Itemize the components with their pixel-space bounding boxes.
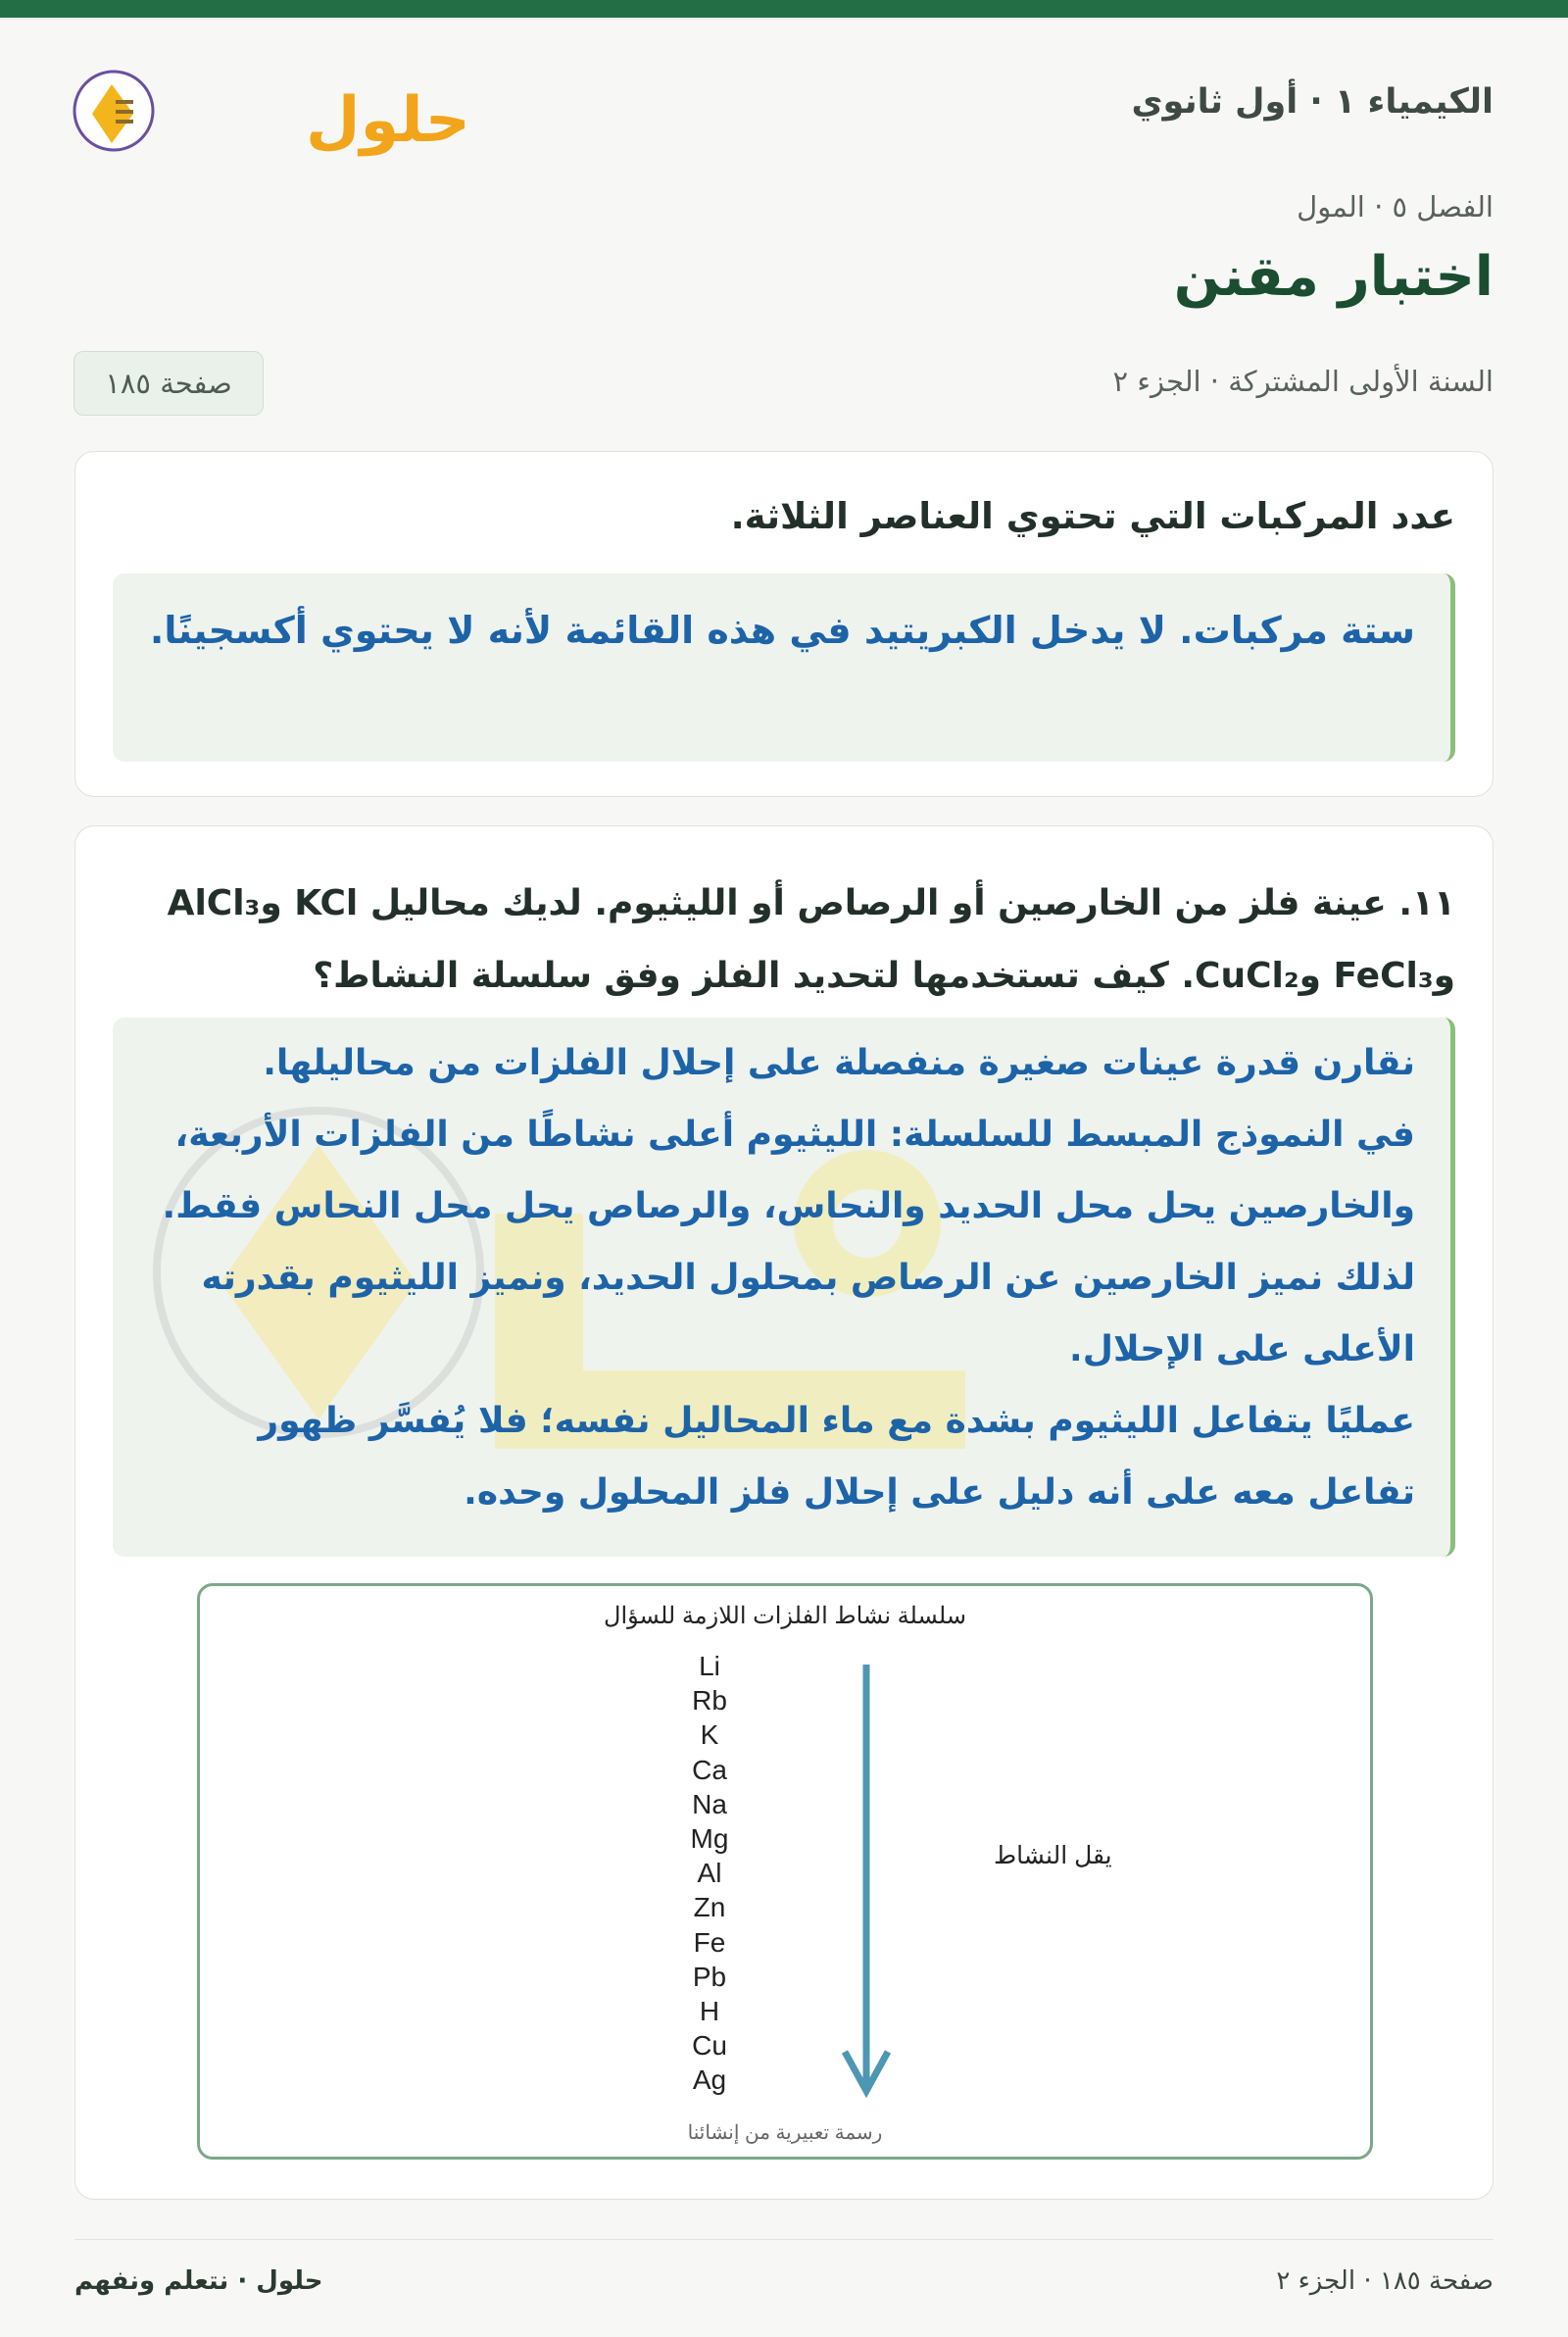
metal-symbol: Ca bbox=[692, 1754, 727, 1785]
top-accent-bar bbox=[0, 0, 1568, 18]
metal-symbol: K bbox=[700, 1719, 719, 1751]
metal-symbol: Na bbox=[692, 1788, 727, 1819]
metal-symbol: Fe bbox=[693, 1926, 726, 1958]
answer-paragraph: ستة مركبات. لا يدخل الكبريتيد في هذه القائمة لأنه لا يحتوي أكسجينًا. bbox=[149, 609, 1415, 652]
footer-brand: حلول · نتعلم ونفهم bbox=[74, 2266, 323, 2296]
hulul-logo[interactable] bbox=[73, 57, 470, 165]
chapter-label: الفصل ٥ · المول bbox=[1297, 190, 1494, 224]
footer-divider bbox=[74, 2239, 1494, 2240]
metal-symbol: Ag bbox=[692, 2064, 727, 2096]
metal-symbol: Rb bbox=[692, 1685, 727, 1716]
metal-symbol: Cu bbox=[692, 2030, 727, 2062]
page-number-badge: صفحة ١٨٥ bbox=[74, 351, 264, 416]
question-text: ١١. عينة فلز من الخارصين أو الرصاص أو الليثيوم. لديك محاليل KCl وAlCl₃ وFeCl₃ وCuCl₂. كيف تستخدمها لتحديد الفلز وفق سلسلة النشاط؟ bbox=[167, 883, 1455, 996]
answer-paragraph: عمليًا يتفاعل الليثيوم بشدة مع ماء المحاليل نفسه؛ فلا يُفسَّر ظهور تفاعل معه على أنه دليل على إحلال فلز المحلول وحده. bbox=[258, 1401, 1415, 1513]
activity-series-figure bbox=[197, 1583, 1373, 2160]
metal-symbol: Li bbox=[699, 1651, 720, 1681]
answer-box bbox=[113, 1018, 1455, 1557]
metal-symbol: Zn bbox=[693, 1892, 726, 1923]
metal-symbol: H bbox=[699, 1996, 720, 2027]
trend-label: يقل النشاط bbox=[994, 1842, 1112, 1869]
metal-symbol: Pb bbox=[692, 1961, 727, 1992]
footer-page-info: صفحة ١٨٥ · الجزء ٢ bbox=[1276, 2266, 1494, 2296]
metal-symbol: Al bbox=[697, 1858, 722, 1889]
question-text: عدد المركبات التي تحتوي العناصر الثلاثة. bbox=[730, 495, 1455, 537]
question-card bbox=[74, 451, 1494, 797]
logo-wordmark: حلول bbox=[306, 84, 470, 157]
metal-symbol: Mg bbox=[690, 1823, 729, 1855]
answer-paragraph: في النموذج المبسط للسلسلة: الليثيوم أعلى نشاطًا من الفلزات الأربعة، والخارصين يحل محل الحديد والنحاس، والرصاص يحل محل النحاس فقط. لذلك نميز الخارصين عن الرصاص بمحلول الحديد، ونميز الليثيوم بقدرته الأعلى على الإحلال. bbox=[162, 1115, 1415, 1369]
metal-list bbox=[670, 1649, 749, 2098]
answer-paragraph: نقارن قدرة عينات صغيرة منفصلة على إحلال الفلزات من محاليلها. bbox=[263, 1043, 1415, 1083]
page-title: اختبار مقنن bbox=[1173, 245, 1494, 309]
figure-note: رسمة تعبيرية من إنشائنا bbox=[687, 2122, 883, 2144]
down-arrow-icon bbox=[837, 1665, 896, 2106]
part-label: السنة الأولى المشتركة · الجزء ٢ bbox=[1112, 365, 1494, 398]
logo-graphic bbox=[73, 57, 470, 165]
answer-box bbox=[113, 573, 1455, 762]
figure-title: سلسلة نشاط الفلزات اللازمة للسؤال bbox=[604, 1603, 966, 1629]
book-title: الكيمياء ١ · أول ثانوي bbox=[1131, 82, 1494, 122]
question-card bbox=[74, 825, 1494, 2200]
